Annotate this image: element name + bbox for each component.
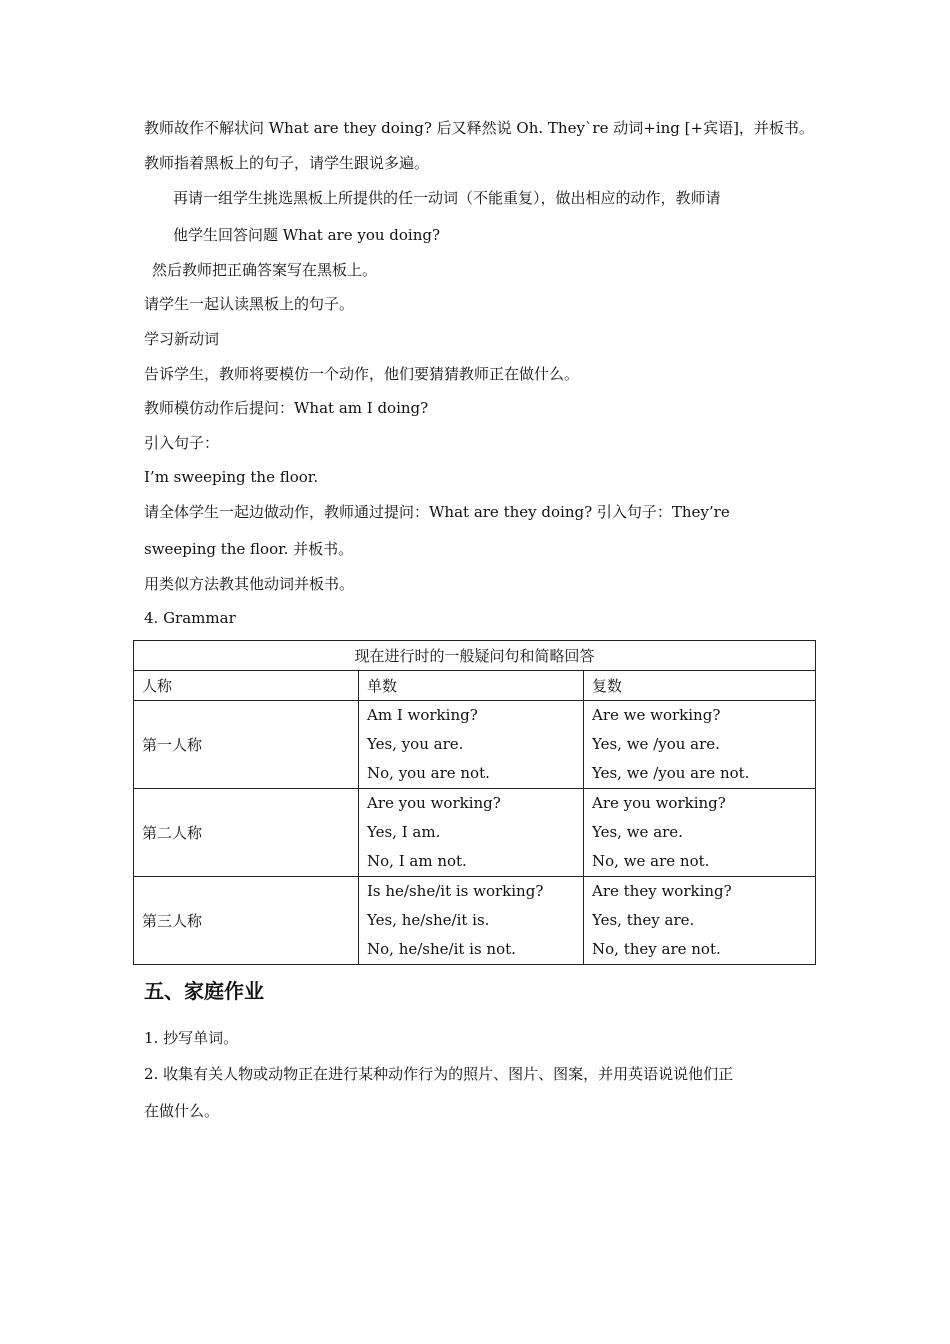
singular-cell — [359, 789, 584, 877]
short-answer-yes: Yes, you are. — [367, 735, 464, 753]
question: Is he/she/it is working? — [367, 882, 544, 900]
short-answer-yes: Yes, we are. — [592, 823, 683, 841]
short-answer-no: No, you are not. — [367, 764, 490, 782]
paragraph: 请学生一起认读黑板上的句子。 — [144, 295, 355, 313]
singular-cell — [359, 701, 584, 789]
table-title-row — [134, 641, 816, 671]
person-cell: 第三人称 — [134, 877, 359, 965]
singular-cell — [359, 877, 584, 965]
homework-item: 1. 抄写单词。 — [144, 1029, 239, 1047]
paragraph: 教师指着黑板上的句子，请学生跟说多遍。 — [144, 154, 430, 172]
paragraph: 教师故作不解状问 What are they doing? 后又释然说 Oh. They`re 动词+ing [+宾语]，并板书。 — [144, 119, 814, 137]
paragraph: sweeping the floor. 并板书。 — [144, 540, 354, 558]
table-row — [134, 701, 816, 789]
short-answer-yes: Yes, he/she/it is. — [367, 911, 490, 929]
paragraph: 他学生回答问题 What are you doing? — [173, 226, 441, 244]
plural-cell — [584, 789, 816, 877]
short-answer-no: No, we are not. — [592, 852, 710, 870]
paragraph: 教师模仿动作后提问：What am I doing? — [144, 399, 429, 417]
plural-cell — [584, 701, 816, 789]
header-singular: 单数 — [359, 671, 584, 701]
question: Are they working? — [592, 882, 732, 900]
homework-item: 在做什么。 — [144, 1102, 220, 1120]
table-header-row — [134, 671, 816, 701]
person-cell: 第二人称 — [134, 789, 359, 877]
paragraph: 学习新动词 — [144, 330, 220, 348]
paragraph: 告诉学生，教师将要模仿一个动作，他们要猜猜教师正在做什么。 — [144, 365, 580, 383]
paragraph: I’m sweeping the floor. — [144, 468, 319, 486]
short-answer-yes: Yes, I am. — [367, 823, 441, 841]
plural-cell — [584, 877, 816, 965]
question: Am I working? — [367, 706, 478, 724]
table-row — [134, 877, 816, 965]
question: Are you working? — [367, 794, 501, 812]
short-answer-no: No, they are not. — [592, 940, 721, 958]
question: Are you working? — [592, 794, 726, 812]
paragraph: 再请一组学生挑选黑板上所提供的任一动词（不能重复），做出相应的动作，教师请 — [173, 189, 721, 207]
person-cell: 第一人称 — [134, 701, 359, 789]
question: Are we working? — [592, 706, 721, 724]
paragraph: 然后教师把正确答案写在黑板上。 — [152, 261, 378, 279]
header-plural: 复数 — [584, 671, 816, 701]
homework-heading: 五、家庭作业 — [144, 979, 264, 1003]
table-title: 现在进行时的一般疑问句和简略回答 — [134, 641, 816, 671]
short-answer-no: No, he/she/it is not. — [367, 940, 516, 958]
short-answer-no: No, I am not. — [367, 852, 467, 870]
short-answer-no: Yes, we /you are not. — [592, 764, 750, 782]
table-row — [134, 789, 816, 877]
section-label-grammar: 4. Grammar — [144, 609, 236, 627]
grammar-table — [133, 640, 816, 965]
paragraph: 请全体学生一起边做动作，教师通过提问：What are they doing? 引入句子：They’re — [144, 503, 730, 521]
paragraph: 引入句子： — [144, 434, 220, 452]
paragraph: 用类似方法教其他动词并板书。 — [144, 575, 355, 593]
homework-item: 2. 收集有关人物或动物正在进行某种动作行为的照片、图片、图案，并用英语说说他们正 — [144, 1065, 734, 1083]
short-answer-yes: Yes, they are. — [592, 911, 695, 929]
short-answer-yes: Yes, we /you are. — [592, 735, 720, 753]
header-person: 人称 — [134, 671, 359, 701]
